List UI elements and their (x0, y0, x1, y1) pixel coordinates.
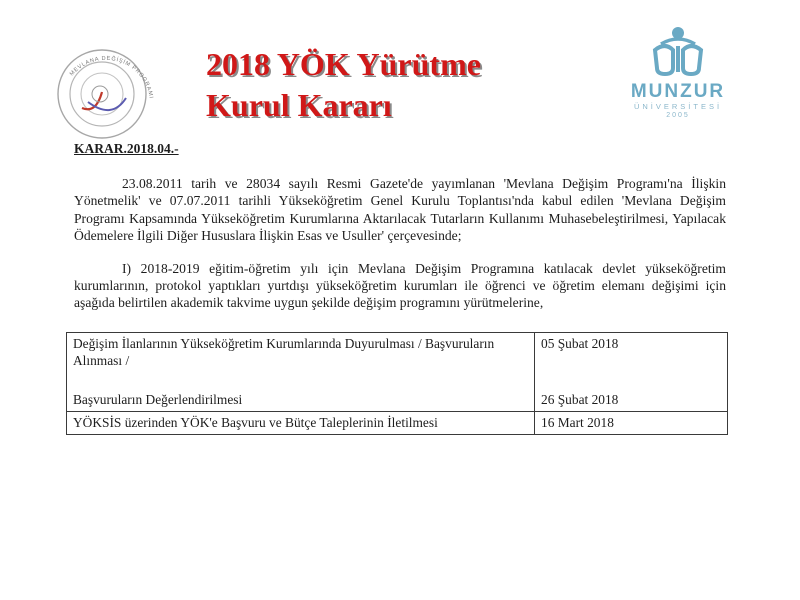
mevlana-logo (52, 36, 164, 148)
table-row (67, 332, 728, 411)
svg-text:MEVLANA DEĞİŞİM PROGRAMI (69, 55, 154, 99)
munzur-subtitle: ÜNİVERSİTESİ (633, 102, 723, 111)
academic-calendar-table (66, 332, 728, 435)
munzur-universitesi-logo-icon (643, 24, 713, 80)
decision-paragraph-1 (74, 175, 726, 244)
activity-text: Değişim İlanlarının Yükseköğretim Kurumlarında Duyurulması / Başvuruların Alınması / (73, 335, 495, 368)
activity-text: YÖKSİS üzerinden YÖK'e Başvuru ve Bütçe Taleplerinin İletilmesi (73, 414, 438, 430)
date-text: 05 Şubat 2018 (541, 335, 619, 351)
decision-paragraph-2-text: I) 2018-2019 eğitim-öğretim yılı için Mevlana Değişim Programına katılacak devlet yükseköğretim kurumlarının, protokol yaptıkları yurtdışı yükseköğretim kurumları ile öğrenci ve öğretim elemanı değişimi için aşağıda belirtilen akademik takvime uygun şekilde değişim programını yürütmelerine, (74, 261, 726, 311)
decision-paragraph-2 (74, 260, 726, 312)
decision-paragraph-1-text: 23.08.2011 tarih ve 28034 sayılı Resmi Gazete'de yayımlanan 'Mevlana Değişim Programı'na İlişkin Yönetmelik' ve 07.07.2011 tarihli Yükseköğretim Genel Kurulu Toplantısı'nda kabul edilen 'Mevlana Değişim Programı Kapsamında Yükseköğretim Kurumlarına Aktarılacak Tutarların Kullanımı Muhasebeleştirilmesi, Yapılacak Ödemelere İlgili Diğer Hususlara İlişkin Esas ve Usuller' çerçevesinde; (74, 176, 726, 243)
mevlana-degisim-programi-logo-icon (52, 36, 164, 148)
date-cell (535, 332, 728, 411)
munzur-logo (608, 24, 748, 128)
page-title (206, 44, 481, 126)
munzur-year: 2005 (666, 112, 690, 119)
activity-text: Başvuruların Değerlendirilmesi (73, 391, 243, 407)
title-line-1: 2018 YÖK Yürütme (206, 46, 481, 82)
date-text: 16 Mart 2018 (541, 414, 614, 430)
date-text: 26 Şubat 2018 (541, 391, 619, 407)
table-row (67, 411, 728, 434)
activity-cell (67, 332, 535, 411)
decision-document (66, 140, 726, 435)
mevlana-logo-text: MEVLANA DEĞİŞİM PROGRAMI (68, 55, 154, 100)
activity-cell (67, 411, 535, 434)
title-line-2: Kurul Kararı (206, 87, 392, 123)
munzur-name: MUNZUR (630, 81, 726, 102)
decision-number: KARAR.2018.04.- (74, 141, 179, 156)
date-cell (535, 411, 728, 434)
